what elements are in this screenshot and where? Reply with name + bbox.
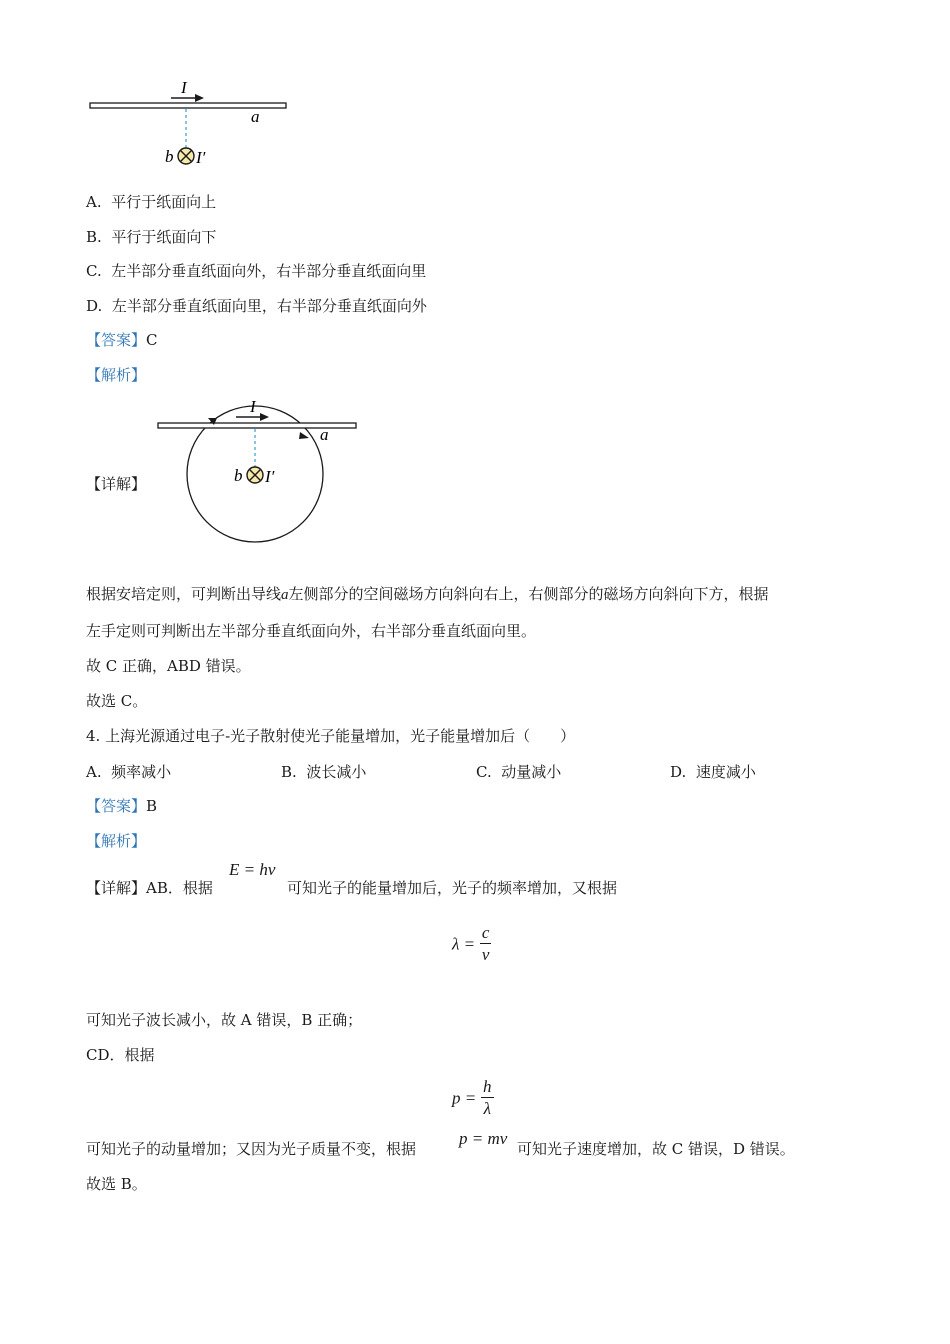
option-c: C. 左半部分垂直纸面向外，右半部分垂直纸面向里 xyxy=(86,262,427,280)
question-4-stem: 4. 上海光源通过电子-光子散射使光子能量增加，光子能量增加后（ ） xyxy=(86,727,576,745)
label-I-prime: I′ xyxy=(265,467,275,486)
conclusion-1: 故 C 正确，ABD 错误。 xyxy=(86,657,251,675)
formula-p: p = $\frac{h}{\lambda}$ xyxy=(452,1077,492,1118)
label-I: I xyxy=(250,397,256,416)
q4-option-d: D. 速度减小 xyxy=(670,763,756,781)
label-a: a xyxy=(251,107,260,126)
q4-detail-ab-suffix: 可知光子的能量增加后，光子的频率增加，又根据 xyxy=(287,879,618,897)
formula-lambda: λ = $\frac{c}{\nu}$ xyxy=(452,923,490,964)
q4-line-wavelength: 可知光子波长减小，故 A 错误，B 正确； xyxy=(86,1011,363,1029)
q4-option-c: C. 动量减小 xyxy=(476,763,562,781)
label-b: b xyxy=(234,466,243,485)
q4-analysis-tag: 【解析】 xyxy=(86,832,147,850)
answer-line: 【答案】C xyxy=(86,331,158,349)
q4-line-momentum-pre: 可知光子的动量增加；又因为光子质量不变，根据 xyxy=(86,1140,417,1158)
field-arrow-right xyxy=(299,432,309,439)
q4-line-momentum-post: 可知光子速度增加，故 C 错误，D 错误。 xyxy=(517,1140,795,1158)
conclusion-2: 故选 C。 xyxy=(86,692,148,710)
figure-magnetic-field-circle xyxy=(150,394,365,549)
option-d: D. 左半部分垂直纸面向里，右半部分垂直纸面向外 xyxy=(86,297,427,315)
detail-line-2: 左手定则可判断出左半部分垂直纸面向外，右半部分垂直纸面向里。 xyxy=(86,622,537,640)
formula-e-equals-hv: E = hν xyxy=(229,860,276,879)
figure-wire-and-current xyxy=(85,78,295,170)
q4-option-a: A. 频率减小 xyxy=(86,763,172,781)
label-b: b xyxy=(165,147,174,166)
label-I: I xyxy=(181,78,187,97)
label-a: a xyxy=(320,425,329,444)
option-a: A. 平行于纸面向上 xyxy=(86,193,217,211)
option-b: B. 平行于纸面向下 xyxy=(86,228,217,246)
q4-cd-prefix: CD．根据 xyxy=(86,1046,155,1064)
detail-line-1: 根据安培定则，可判断出导线a左侧部分的空间磁场方向斜向右上，右侧部分的磁场方向斜向下方，根据 xyxy=(86,585,769,603)
q4-final: 故选 B。 xyxy=(86,1175,147,1193)
q4-answer-line: 【答案】B xyxy=(86,797,158,815)
formula-p-equals-mv: p = mv xyxy=(459,1129,508,1148)
analysis-tag: 【解析】 xyxy=(86,366,147,384)
label-I-prime: I′ xyxy=(196,148,206,167)
q4-detail-ab: 【详解】AB．根据 xyxy=(86,879,213,897)
q4-option-b: B. 波长减小 xyxy=(281,763,367,781)
detail-tag: 【详解】 xyxy=(86,475,147,493)
